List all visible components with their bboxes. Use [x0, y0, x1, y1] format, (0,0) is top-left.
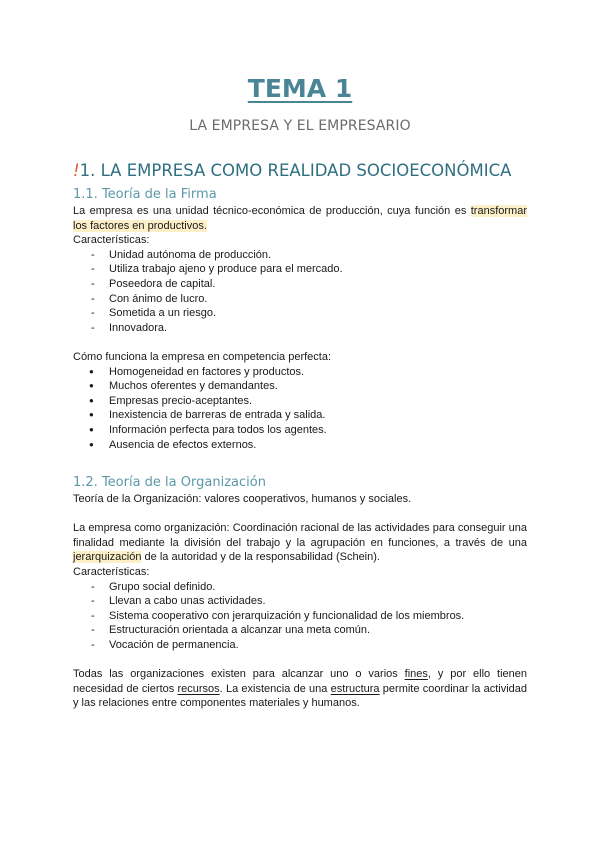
page-title: TEMA 1	[247, 74, 353, 103]
highlighted-text: jerarquización	[73, 551, 142, 564]
list-item: - Sistema cooperativo con jerarquización y funcionalidad de los miembros.	[73, 609, 527, 624]
page-subtitle: LA EMPRESA Y EL EMPRESARIO	[189, 118, 411, 134]
list-item: ● Información perfecta para todos los agentes.	[73, 423, 527, 438]
underlined-fines: fines	[404, 668, 428, 681]
underlined-estructura: estructura	[330, 682, 380, 695]
organizacion-definition-text: La empresa como organización: Coordinación racional de las actividades para conseguir una finalidad mediante la división del trabajo y la agrupación en funciones, a través de una	[73, 522, 527, 549]
spacer	[73, 653, 527, 668]
subsection-heading-firma: 1.1. Teoría de la Firma	[73, 187, 217, 202]
subsection-heading-organizacion: 1.2. Teoría de la Organización	[73, 475, 266, 491]
highlighted-text: transformar los factores en productivos.	[73, 205, 527, 232]
firma-caracteristicas-list	[73, 248, 527, 336]
list-item: - Grupo social definido.	[73, 580, 527, 595]
section-heading-text: 1. LA EMPRESA COMO REALIDAD SOCIOECONÓMICA	[79, 161, 512, 180]
list-item: - Innovadora.	[73, 321, 527, 336]
list-item: - Estructuración orientada a alcanzar una meta común.	[73, 623, 527, 638]
important-mark: !	[73, 161, 80, 180]
caracteristicas-label: Características:	[73, 234, 150, 247]
competencia-label: Cómo funciona la empresa en competencia perfecta:	[73, 350, 332, 363]
conclusion-text: Todas las organizaciones existen para alcanzar uno o varios	[73, 668, 405, 681]
conclusion-text: permite coordinar la actividad y las relaciones entre componentes materiales y humanos.	[73, 682, 528, 710]
list-item: - Llevan a cabo unas actividades.	[73, 594, 527, 609]
list-item: ● Ausencia de efectos externos.	[73, 438, 527, 453]
list-item: - Vocación de permanencia.	[73, 638, 527, 653]
conclusion-text: , y por ello tienen necesidad de ciertos	[73, 668, 528, 695]
firma-definition	[73, 204, 527, 233]
underlined-recursos: recursos	[177, 682, 220, 695]
list-item: - Con ánimo de lucro.	[73, 292, 527, 307]
list-item: - Poseedora de capital.	[73, 277, 527, 292]
section-heading	[73, 160, 527, 182]
spacer	[73, 335, 527, 350]
list-item: - Sometida a un riesgo.	[73, 306, 527, 321]
list-item: ● Empresas precio-aceptantes.	[73, 394, 527, 409]
spacer	[73, 507, 527, 522]
list-item: ● Muchos oferentes y demandantes.	[73, 379, 527, 394]
organizacion-conclusion	[73, 667, 527, 711]
firma-definition-text: La empresa es una unidad técnico-económica de producción, cuya función es	[73, 205, 471, 217]
list-item: - Utiliza trabajo ajeno y produce para el mercado.	[73, 262, 527, 277]
caracteristicas-label: Características:	[73, 566, 150, 579]
list-item: ● Inexistencia de barreras de entrada y salida.	[73, 408, 527, 423]
list-item: ● Homogeneidad en factores y productos.	[73, 365, 527, 380]
organizacion-definition	[73, 521, 527, 565]
conclusion-text: . La existencia de una	[219, 682, 331, 695]
competencia-list	[73, 365, 527, 453]
organizacion-definition-text-end: de la autoridad y de la responsabilidad (Schein).	[141, 551, 380, 564]
organizacion-intro: Teoría de la Organización: valores cooperativos, humanos y sociales.	[73, 493, 412, 506]
organizacion-caracteristicas-list	[73, 580, 527, 653]
list-item: - Unidad autónoma de producción.	[73, 248, 527, 263]
